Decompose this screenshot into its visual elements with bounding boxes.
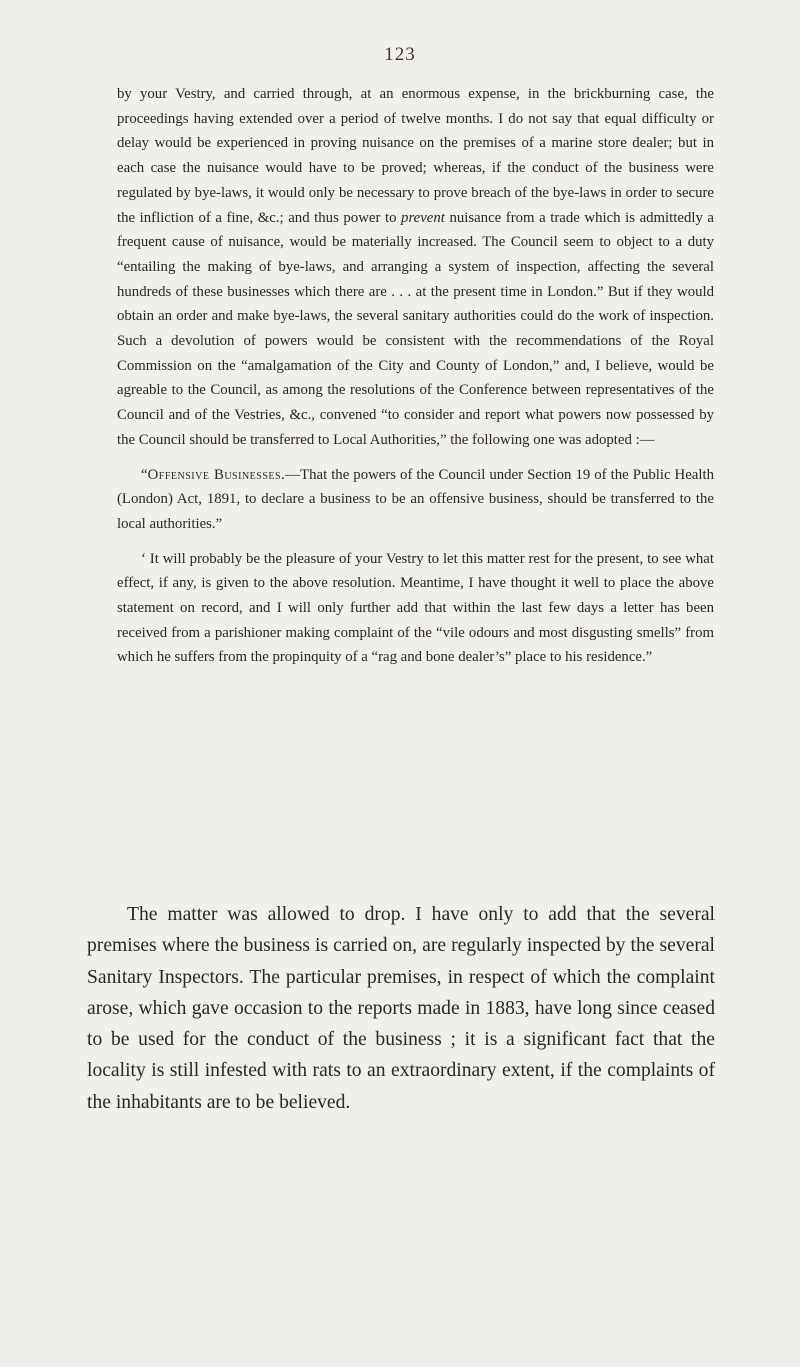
quoted-paragraph-1 [117, 82, 714, 453]
resolution-heading: Offensive Businesses. [147, 466, 286, 483]
emphasized-word: prevent [401, 209, 445, 226]
quoted-paragraph-3: ‘ It will probably be the pleasure of your Vestry to let this matter rest for the present, to see what effect, if any, is given to the above resolution. Meantime, I have thought it well to place the above statement on record, and I will only further add that within the last few days a letter has been received from a parishioner making complaint of the “vile odours and most disgusting smells” from which he suffers from the propinquity of a “rag and bone dealer’s” place to his residence.” [117, 550, 714, 666]
resolution-text: —That the powers of the Council under Section 19 of the Public Health (London) Act, 1891, to declare a business to be an offensive business, should be transferred to the local authorities.” [117, 466, 714, 532]
quoted-paragraph-1-part-a: by your Vestry, and carried through, at an enormous expense, in the brickburning case, the proceedings having extended over a period of twelve months. I do not say that equal difficulty or delay would be experienced in proving nuisance on the premises of a marine store dealer; but in each case the nuisance would have to be proved; whereas, if the conduct of the business were regulated by bye-laws, it would only be necessary to prove breach of the bye-laws in order to secure the infliction of a fine, &c.; and thus power to [117, 86, 714, 226]
resolution-paragraph [117, 463, 714, 537]
resolution-open-quote: “ [141, 466, 148, 483]
commentary-paragraph: The matter was allowed to drop. I have only to add that the several premises where the business is carried on, are regularly inspected by the several Sanitary Inspectors. The particular premises, in respect of which the complaint arose, which gave occasion to the reports made in 1883, have long since ceased to be used for the conduct of the business ; it is a significant fact that the locality is still infested with rats to an extraordinary extent, if the complaints of the inhabitants are to be believed. [87, 904, 715, 1113]
commentary-section [87, 899, 715, 1118]
page-number: 123 [384, 44, 416, 65]
quoted-letter [117, 82, 714, 670]
quoted-paragraph-1-part-b: nuisance from a trade which is admittedly a frequent cause of nuisance, would be materially increased. The Council seem to object to a duty “entailing the making of bye-laws, and arranging a system of inspection, affecting the several hundreds of these businesses which there are . . . at the present time in London.” But if they would obtain an order and make bye-laws, the several sanitary authorities could do the work of inspection. Such a devolution of powers would be consistent with the recommendations of the Royal Commission on the “amalgamation of the City and County of London,” and, I believe, would be agreable to the Council, as among the resolutions of the Conference between representatives of the Council and of the Vestries, &c., convened “to consider and report what powers now possessed by the Council should be transferred to Local Authorities,” the following one was adopted :— [117, 209, 714, 448]
